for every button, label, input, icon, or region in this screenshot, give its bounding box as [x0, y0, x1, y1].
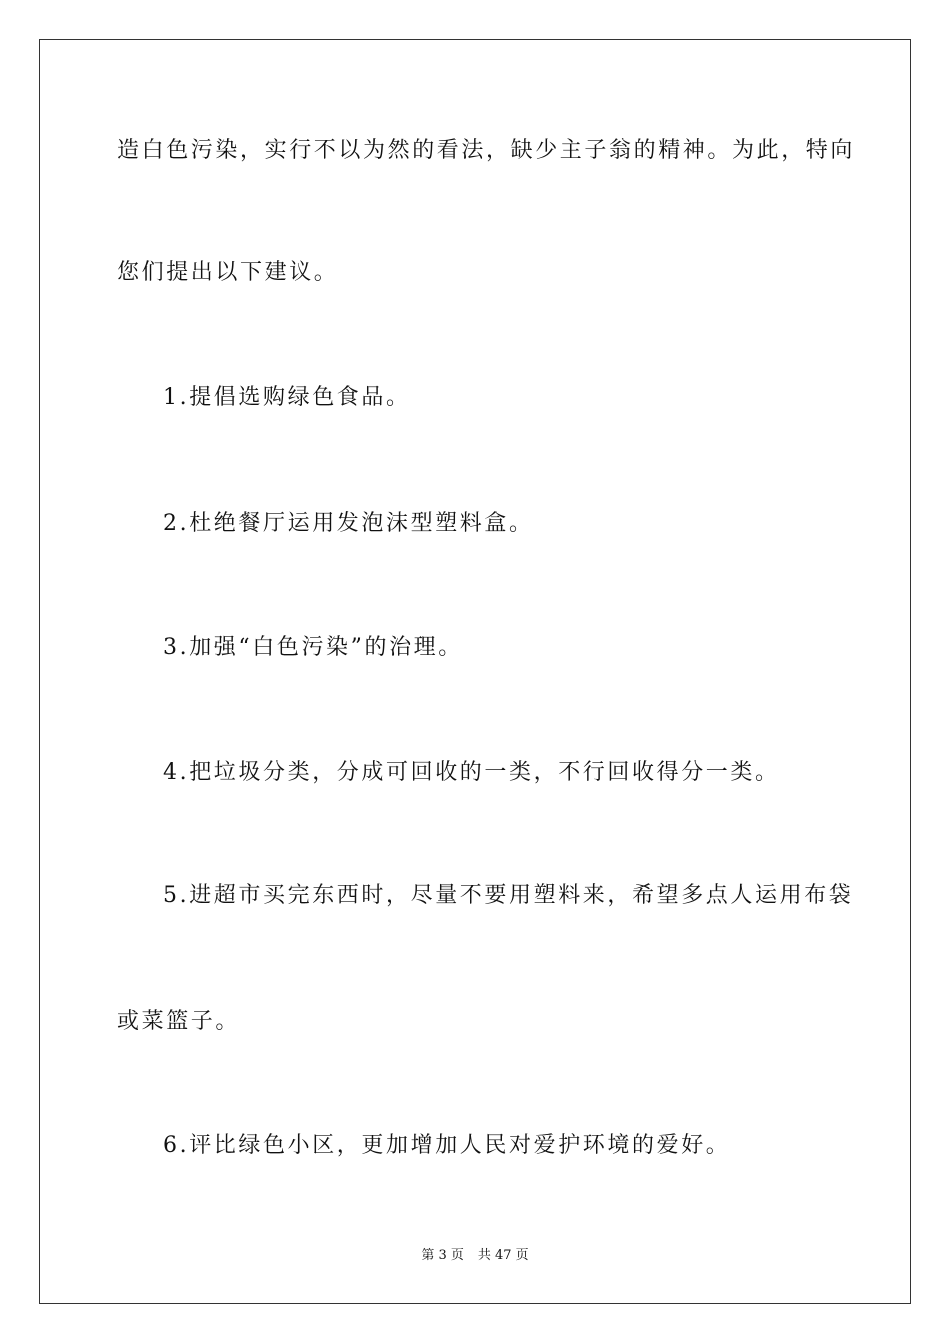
- page-border: [39, 39, 911, 1304]
- body-text-line: 造白色污染，实行不以为然的看法，缺少主子翁的精神。为此，特向: [117, 138, 856, 163]
- list-item: 5.进超市买完东西时，尽量不要用塑料来，希望多点人运用布袋: [163, 883, 854, 908]
- body-text-line: 或菜篮子。: [117, 1009, 241, 1034]
- page-footer: [0, 1247, 950, 1265]
- page-number: 第 3 页: [421, 1248, 464, 1263]
- list-item: 1.提倡选购绿色食品。: [163, 385, 411, 410]
- list-item: 2.杜绝餐厅运用发泡沫型塑料盒。: [163, 511, 534, 536]
- list-item: 4.把垃圾分类，分成可回收的一类，不行回收得分一类。: [163, 760, 780, 785]
- total-pages: 共 47 页: [477, 1248, 529, 1263]
- list-item: 3.加强“白色污染”的治理。: [163, 635, 463, 660]
- list-item: 6.评比绿色小区，更加增加人民对爱护环境的爱好。: [163, 1133, 731, 1158]
- body-text-line: 您们提出以下建议。: [117, 260, 339, 285]
